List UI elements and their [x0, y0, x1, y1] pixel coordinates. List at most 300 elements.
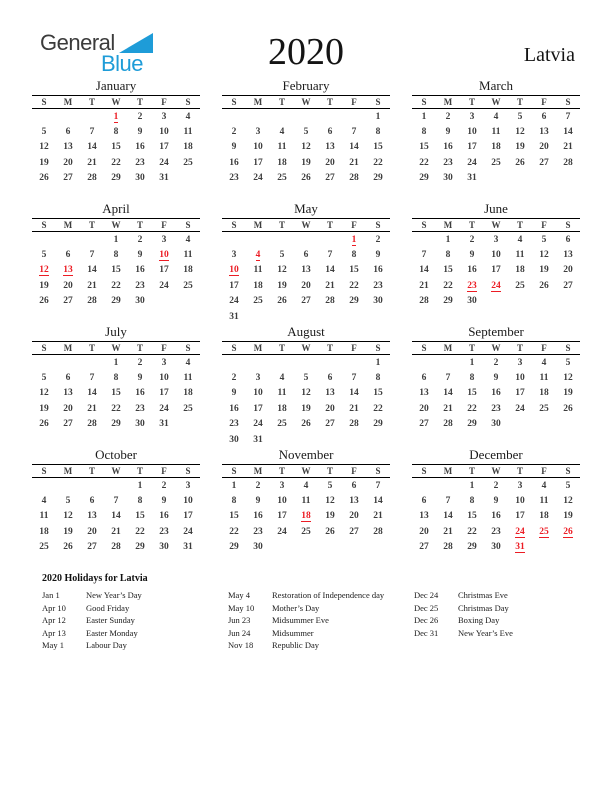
- month-title: September: [468, 324, 524, 339]
- date-cell: 21: [443, 403, 453, 414]
- date-cell: 6: [421, 495, 427, 506]
- holiday-date-cell: [556, 524, 580, 540]
- date-cell: 23: [135, 280, 145, 291]
- month-table: [32, 95, 200, 186]
- date-cell: 3: [517, 357, 523, 368]
- date-cell: 4: [41, 495, 47, 506]
- date-cell: 12: [325, 495, 335, 506]
- weekday-header: S: [366, 96, 390, 109]
- date-cell: 2: [137, 357, 143, 368]
- date-cell: 21: [419, 280, 429, 291]
- date-cell: 31: [159, 173, 169, 184]
- empty-cell: [246, 355, 270, 371]
- date-cell: 21: [443, 526, 453, 537]
- empty-cell: [56, 478, 80, 494]
- weekday-header: F: [532, 342, 556, 355]
- empty-cell: [294, 309, 318, 325]
- date-cell: 12: [301, 142, 311, 153]
- holiday-date-label: Jun 23: [228, 615, 251, 626]
- date-cell: 29: [111, 296, 121, 307]
- date-cell: 13: [325, 142, 335, 153]
- empty-cell: [176, 294, 200, 310]
- date-cell: 16: [491, 388, 501, 399]
- date-cell: 8: [421, 126, 427, 137]
- holiday-list-item: [42, 614, 228, 627]
- holiday-date-cell: [508, 540, 532, 556]
- date-cell: 11: [39, 511, 49, 522]
- date-cell: 4: [185, 357, 191, 368]
- holiday-date-cell: [508, 524, 532, 540]
- date-cell: 26: [325, 526, 335, 537]
- weekday-header: S: [556, 96, 580, 109]
- month-title: June: [484, 201, 508, 216]
- date-cell: 11: [491, 126, 501, 137]
- date-cell: 2: [375, 234, 381, 245]
- date-cell: 16: [491, 511, 501, 522]
- weekday-header: F: [152, 96, 176, 109]
- month-december: [412, 447, 580, 570]
- holiday-date: 24: [515, 526, 525, 537]
- date-cell: 12: [39, 142, 49, 153]
- month-table: [32, 341, 200, 432]
- date-cell: 7: [89, 249, 95, 260]
- date-cell: 22: [373, 157, 383, 168]
- date-cell: 20: [63, 403, 73, 414]
- empty-cell: [80, 109, 104, 125]
- empty-cell: [270, 355, 294, 371]
- date-cell: 10: [467, 126, 477, 137]
- month-table: [412, 464, 580, 555]
- weekday-header: W: [294, 96, 318, 109]
- date-cell: 25: [515, 280, 525, 291]
- date-cell: 17: [515, 388, 525, 399]
- empty-cell: [80, 232, 104, 248]
- holiday-date: 4: [255, 249, 261, 260]
- weekday-header: F: [532, 219, 556, 232]
- date-cell: 6: [327, 372, 333, 383]
- date-cell: 6: [327, 126, 333, 137]
- date-cell: 1: [113, 234, 119, 245]
- date-cell: 24: [183, 526, 193, 537]
- date-cell: 10: [277, 495, 287, 506]
- weekday-header: F: [152, 342, 176, 355]
- empty-cell: [222, 109, 246, 125]
- date-cell: 24: [253, 173, 263, 184]
- holiday-date-cell: [32, 263, 56, 279]
- empty-cell: [318, 232, 342, 248]
- date-cell: 18: [277, 403, 287, 414]
- date-cell: 22: [111, 403, 121, 414]
- weekday-header: T: [508, 465, 532, 478]
- date-cell: 5: [517, 111, 523, 122]
- date-cell: 2: [493, 357, 499, 368]
- month-table: [222, 95, 390, 186]
- weekday-header: S: [222, 342, 246, 355]
- date-cell: 14: [373, 495, 383, 506]
- date-cell: 28: [373, 526, 383, 537]
- date-cell: 16: [253, 511, 263, 522]
- date-cell: 19: [39, 280, 49, 291]
- date-cell: 15: [373, 388, 383, 399]
- date-cell: 2: [445, 111, 451, 122]
- date-cell: 23: [135, 157, 145, 168]
- holiday-date: 24: [491, 280, 501, 291]
- date-cell: 9: [445, 126, 451, 137]
- date-cell: 4: [517, 234, 523, 245]
- date-cell: 28: [87, 173, 97, 184]
- month-october: [32, 447, 200, 570]
- date-cell: 28: [111, 542, 121, 553]
- empty-cell: [484, 294, 508, 310]
- weekday-header: T: [318, 342, 342, 355]
- date-cell: 31: [229, 311, 239, 322]
- weekday-header: S: [222, 465, 246, 478]
- date-cell: 17: [159, 265, 169, 276]
- weekday-header: M: [246, 342, 270, 355]
- date-cell: 12: [301, 388, 311, 399]
- date-cell: 2: [137, 234, 143, 245]
- date-cell: 21: [325, 280, 335, 291]
- date-cell: 19: [63, 526, 73, 537]
- date-cell: 25: [491, 157, 501, 168]
- date-cell: 8: [351, 249, 357, 260]
- date-cell: 22: [111, 157, 121, 168]
- empty-cell: [222, 232, 246, 248]
- weekday-header: S: [366, 465, 390, 478]
- date-cell: 27: [301, 296, 311, 307]
- date-cell: 21: [349, 403, 359, 414]
- empty-cell: [270, 309, 294, 325]
- empty-cell: [270, 232, 294, 248]
- weekday-header: T: [508, 96, 532, 109]
- date-cell: 8: [113, 126, 119, 137]
- date-cell: 15: [467, 388, 477, 399]
- empty-cell: [294, 355, 318, 371]
- holiday-list-item: [42, 639, 228, 652]
- date-cell: 21: [563, 142, 573, 153]
- empty-cell: [412, 355, 436, 371]
- date-cell: 6: [421, 372, 427, 383]
- empty-cell: [556, 294, 580, 310]
- date-cell: 30: [253, 542, 263, 553]
- empty-cell: [246, 109, 270, 125]
- month-april: [32, 201, 200, 324]
- date-cell: 26: [563, 403, 573, 414]
- date-cell: 7: [113, 495, 119, 506]
- date-cell: 30: [467, 296, 477, 307]
- weekday-header: S: [412, 219, 436, 232]
- holiday-list-item: [414, 627, 582, 640]
- date-cell: 10: [491, 249, 501, 260]
- date-cell: 11: [539, 372, 549, 383]
- date-cell: 24: [253, 419, 263, 430]
- weekday-header: S: [412, 342, 436, 355]
- weekday-header: F: [532, 96, 556, 109]
- empty-cell: [508, 294, 532, 310]
- date-cell: 24: [277, 526, 287, 537]
- holiday-date-cell: [222, 263, 246, 279]
- date-cell: 16: [135, 142, 145, 153]
- date-cell: 7: [445, 495, 451, 506]
- date-cell: 26: [39, 419, 49, 430]
- date-cell: 3: [255, 372, 261, 383]
- weekday-header: S: [366, 219, 390, 232]
- date-cell: 14: [443, 388, 453, 399]
- month-title: August: [287, 324, 325, 339]
- holiday-date: 23: [467, 280, 477, 291]
- date-cell: 17: [491, 265, 501, 276]
- date-cell: 25: [539, 403, 549, 414]
- date-cell: 21: [87, 280, 97, 291]
- date-cell: 6: [541, 111, 547, 122]
- empty-cell: [270, 109, 294, 125]
- date-cell: 7: [421, 249, 427, 260]
- date-cell: 13: [63, 142, 73, 153]
- empty-cell: [412, 232, 436, 248]
- date-cell: 3: [517, 480, 523, 491]
- date-cell: 7: [351, 126, 357, 137]
- date-cell: 24: [159, 157, 169, 168]
- empty-cell: [556, 171, 580, 187]
- holiday-date-label: Dec 26: [414, 615, 439, 626]
- date-cell: 17: [159, 142, 169, 153]
- holiday-date-label: Jun 24: [228, 627, 251, 638]
- date-cell: 25: [183, 403, 193, 414]
- date-cell: 12: [63, 511, 73, 522]
- holiday-list-item: [228, 602, 414, 615]
- date-cell: 8: [469, 495, 475, 506]
- empty-cell: [342, 355, 366, 371]
- month-title: May: [294, 201, 318, 216]
- month-may: [222, 201, 390, 324]
- date-cell: 9: [137, 126, 143, 137]
- holiday-date: 31: [515, 542, 525, 553]
- date-cell: 5: [565, 357, 571, 368]
- date-cell: 11: [183, 249, 193, 260]
- date-cell: 2: [493, 480, 499, 491]
- weekday-header: T: [460, 465, 484, 478]
- date-cell: 21: [111, 526, 121, 537]
- date-cell: 15: [111, 142, 121, 153]
- date-cell: 29: [373, 419, 383, 430]
- empty-cell: [342, 432, 366, 448]
- empty-cell: [32, 109, 56, 125]
- weekday-header: S: [32, 219, 56, 232]
- month-september: [412, 324, 580, 447]
- date-cell: 13: [349, 495, 359, 506]
- weekday-header: F: [342, 465, 366, 478]
- date-cell: 17: [253, 403, 263, 414]
- month-title: July: [105, 324, 127, 339]
- date-cell: 6: [565, 234, 571, 245]
- date-cell: 14: [419, 265, 429, 276]
- date-cell: 21: [87, 157, 97, 168]
- weekday-header: S: [412, 465, 436, 478]
- date-cell: 23: [443, 157, 453, 168]
- holidays-section: [42, 573, 582, 652]
- date-cell: 8: [113, 249, 119, 260]
- date-cell: 28: [443, 419, 453, 430]
- date-cell: 6: [303, 249, 309, 260]
- holiday-name-label: Good Friday: [86, 602, 130, 613]
- date-cell: 1: [421, 111, 427, 122]
- empty-cell: [366, 432, 390, 448]
- date-cell: 29: [467, 419, 477, 430]
- date-cell: 4: [303, 480, 309, 491]
- date-cell: 12: [563, 372, 573, 383]
- date-cell: 20: [87, 526, 97, 537]
- date-cell: 29: [349, 296, 359, 307]
- empty-cell: [508, 171, 532, 187]
- empty-cell: [294, 109, 318, 125]
- date-cell: 29: [229, 542, 239, 553]
- date-cell: 7: [445, 372, 451, 383]
- holiday-name-label: Labour Day: [86, 640, 127, 651]
- date-cell: 22: [229, 526, 239, 537]
- holiday-date-label: Dec 31: [414, 627, 439, 638]
- weekday-header: S: [176, 342, 200, 355]
- date-cell: 5: [41, 126, 47, 137]
- weekday-header: S: [412, 96, 436, 109]
- holiday-date-label: Dec 24: [414, 590, 439, 600]
- date-cell: 22: [419, 157, 429, 168]
- date-cell: 8: [137, 495, 143, 506]
- date-cell: 15: [111, 265, 121, 276]
- date-cell: 28: [349, 419, 359, 430]
- date-cell: 20: [539, 142, 549, 153]
- date-cell: 30: [491, 419, 501, 430]
- date-cell: 18: [277, 157, 287, 168]
- empty-cell: [318, 432, 342, 448]
- date-cell: 29: [419, 173, 429, 184]
- month-table: [222, 218, 390, 325]
- month-table: [412, 218, 580, 309]
- date-cell: 14: [443, 511, 453, 522]
- weekday-header: W: [294, 465, 318, 478]
- date-cell: 27: [563, 280, 573, 291]
- month-august: [222, 324, 390, 447]
- holiday-date-label: May 4: [228, 590, 250, 600]
- date-cell: 20: [63, 157, 73, 168]
- date-cell: 18: [183, 142, 193, 153]
- date-cell: 20: [419, 403, 429, 414]
- date-cell: 30: [135, 173, 145, 184]
- date-cell: 18: [253, 280, 263, 291]
- weekday-header: T: [80, 465, 104, 478]
- date-cell: 7: [327, 249, 333, 260]
- date-cell: 28: [87, 419, 97, 430]
- weekday-header: W: [104, 342, 128, 355]
- date-cell: 30: [159, 542, 169, 553]
- date-cell: 26: [39, 173, 49, 184]
- weekday-header: S: [556, 342, 580, 355]
- weekday-header: T: [80, 219, 104, 232]
- empty-cell: [318, 309, 342, 325]
- holiday-column: [42, 589, 228, 652]
- date-cell: 3: [185, 480, 191, 491]
- holiday-name-label: New Year’s Eve: [458, 627, 513, 638]
- weekday-header: F: [532, 465, 556, 478]
- empty-cell: [532, 171, 556, 187]
- date-cell: 10: [159, 126, 169, 137]
- empty-cell: [294, 232, 318, 248]
- date-cell: 5: [303, 372, 309, 383]
- date-cell: 3: [493, 234, 499, 245]
- date-cell: 12: [515, 126, 525, 137]
- date-cell: 15: [229, 511, 239, 522]
- date-cell: 3: [161, 357, 167, 368]
- weekday-header: F: [342, 219, 366, 232]
- date-cell: 8: [469, 372, 475, 383]
- date-cell: 22: [135, 526, 145, 537]
- date-cell: 4: [185, 111, 191, 122]
- date-cell: 11: [277, 142, 287, 153]
- date-cell: 18: [539, 511, 549, 522]
- date-cell: 21: [87, 403, 97, 414]
- weekday-header: W: [484, 219, 508, 232]
- empty-cell: [32, 478, 56, 494]
- date-cell: 14: [349, 388, 359, 399]
- holiday-date-label: Jan 1: [42, 590, 60, 600]
- date-cell: 15: [467, 511, 477, 522]
- holiday-columns: [42, 589, 582, 652]
- date-cell: 30: [229, 434, 239, 445]
- date-cell: 13: [87, 511, 97, 522]
- weekday-header: M: [246, 465, 270, 478]
- date-cell: 8: [445, 249, 451, 260]
- date-cell: 11: [539, 495, 549, 506]
- date-cell: 27: [419, 419, 429, 430]
- date-cell: 31: [159, 419, 169, 430]
- date-cell: 18: [515, 265, 525, 276]
- date-cell: 3: [161, 111, 167, 122]
- empty-cell: [366, 540, 390, 556]
- date-cell: 19: [325, 511, 335, 522]
- date-cell: 3: [469, 111, 475, 122]
- date-cell: 3: [161, 234, 167, 245]
- date-cell: 6: [65, 372, 71, 383]
- month-title: October: [95, 447, 137, 462]
- date-cell: 16: [135, 265, 145, 276]
- date-cell: 27: [63, 173, 73, 184]
- holiday-date-label: Dec 25: [414, 602, 439, 613]
- date-cell: 18: [183, 265, 193, 276]
- empty-cell: [342, 309, 366, 325]
- date-cell: 16: [443, 142, 453, 153]
- date-cell: 2: [161, 480, 167, 491]
- date-cell: 4: [493, 111, 499, 122]
- date-cell: 28: [419, 296, 429, 307]
- date-cell: 5: [41, 372, 47, 383]
- weekday-header: T: [270, 465, 294, 478]
- weekday-header: F: [152, 219, 176, 232]
- month-january: [32, 78, 200, 201]
- weekday-header: T: [270, 219, 294, 232]
- holiday-list-item: [42, 627, 228, 640]
- date-cell: 14: [87, 142, 97, 153]
- month-march: [412, 78, 580, 201]
- holiday-name-label: Christmas Day: [458, 602, 509, 613]
- date-cell: 16: [373, 265, 383, 276]
- date-cell: 17: [253, 157, 263, 168]
- months-grid: [32, 78, 580, 570]
- holiday-date-label: Nov 18: [228, 640, 254, 651]
- holiday-list-item: [228, 639, 414, 652]
- date-cell: 24: [159, 403, 169, 414]
- weekday-header: F: [152, 465, 176, 478]
- date-cell: 1: [375, 357, 381, 368]
- weekday-header: S: [222, 219, 246, 232]
